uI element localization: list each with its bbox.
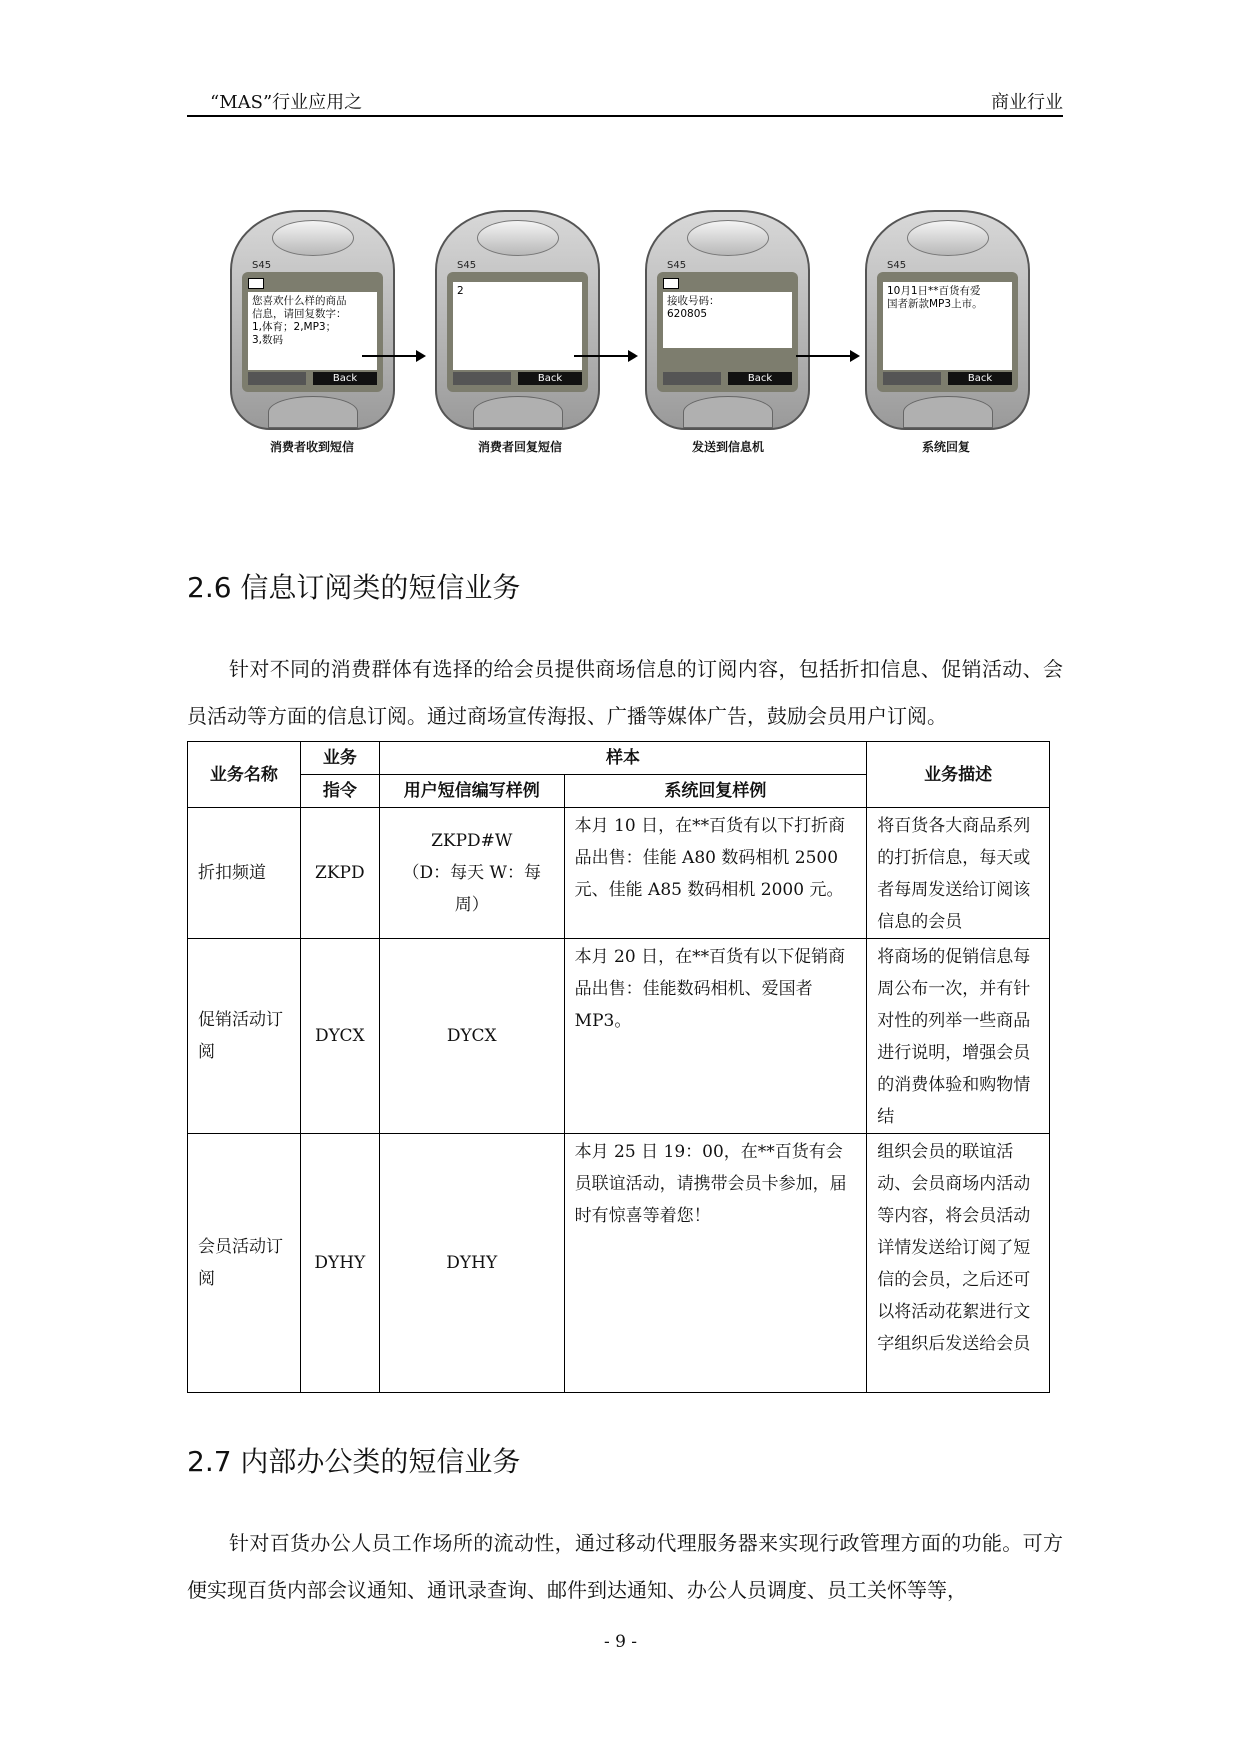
table-row (188, 1134, 1050, 1393)
cell-name: 折扣频道 (188, 808, 301, 939)
cell-user-sample (379, 939, 564, 1134)
header-command-1: 业务 (300, 742, 379, 775)
phone-screen-text: 您喜欢什么样的商品 信息，请回复数字： 1,体育；2,MP3； 3,数码 (248, 292, 377, 370)
cell-description: 将百货各大商品系列的打折信息，每天或者每周发送给订阅该信息的会员 (867, 808, 1050, 939)
phone-screen-text: 2 (453, 282, 582, 370)
softkey-left (248, 372, 306, 385)
earpiece (477, 220, 559, 256)
phone-1 (230, 210, 395, 430)
cell-command: DYHY (300, 1134, 379, 1393)
phone-model: S45 (887, 260, 907, 271)
cell-name: 促销活动订阅 (188, 939, 301, 1134)
keypad (903, 396, 993, 428)
phone-model: S45 (667, 260, 687, 271)
user-sample-line: ZKPD#W (431, 831, 513, 851)
caption-3: 发送到信息机 (691, 440, 764, 454)
header-system-reply: 系统回复样例 (564, 775, 867, 808)
softkey-back: Back (313, 372, 377, 385)
envelope-icon (248, 278, 264, 289)
earpiece (272, 220, 354, 256)
screen-frame (877, 272, 1018, 392)
caption-1: 消费者收到短信 (269, 440, 354, 454)
envelope-icon (663, 278, 679, 289)
softkey-back: Back (518, 372, 582, 385)
cell-system-reply: 本月 20 日，在**百货有以下促销商品出售：佳能数码相机、爱国者 MP3。 (564, 939, 867, 1134)
cell-user-sample (379, 808, 564, 939)
table-row (188, 939, 1050, 1134)
phone-model: S45 (457, 260, 477, 271)
header-left-title: “MAS”行业应用之 (210, 92, 363, 113)
caption-2: 消费者回复短信 (477, 440, 562, 454)
user-sample-line: DYCX (446, 1026, 497, 1046)
cell-description: 组织会员的联谊活动、会员商场内活动等内容，将会员活动详情发送给订阅了短信的会员，之后还可以将活动花絮进行文字组织后发送给会员 (867, 1134, 1050, 1393)
subscription-services-table (187, 741, 1050, 1393)
earpiece (907, 220, 989, 256)
section-2-6-paragraph: 针对不同的消费群体有选择的给会员提供商场信息的订阅内容，包括折扣信息、促销活动、会员活动等方面的信息订阅。通过商场宣传海报、广播等媒体广告，鼓励会员用户订阅。 (187, 657, 1063, 728)
softkey-back: Back (948, 372, 1012, 385)
phone-screen-text: 接收号码： 620805 (663, 292, 792, 348)
screen-frame (657, 272, 798, 392)
earpiece (687, 220, 769, 256)
phone-3 (645, 210, 810, 430)
cell-command: DYCX (300, 939, 379, 1134)
user-sample-note: （D：每天 W：每周） (402, 863, 541, 915)
phone-model: S45 (252, 260, 272, 271)
user-sample-line: DYHY (446, 1253, 498, 1273)
arrow-right-icon (362, 355, 424, 357)
softkey-left (663, 372, 721, 385)
section-title-2-7: 2.7 内部办公类的短信业务 (187, 1445, 521, 1478)
cell-system-reply: 本月 10 日，在**百货有以下打折商品出售：佳能 A80 数码相机 2500 元、佳能 A85 数码相机 2000 元。 (564, 808, 867, 939)
arrow-right-icon (796, 355, 858, 357)
header-description: 业务描述 (867, 742, 1050, 808)
screen-frame (242, 272, 383, 392)
header-command-2: 指令 (300, 775, 379, 808)
section-title-2-6: 2.6 信息订阅类的短信业务 (187, 571, 521, 604)
cell-description: 将商场的促销信息每周公布一次，并有针对性的列举一些商品进行说明，增强会员的消费体验和购物情结 (867, 939, 1050, 1134)
keypad (683, 396, 773, 428)
section-2-7-paragraph: 针对百货办公人员工作场所的流动性，通过移动代理服务器来实现行政管理方面的功能。可方便实现百货内部会议通知、通讯录查询、邮件到达通知、办公人员调度、员工关怀等等， (187, 1531, 1063, 1602)
cell-user-sample (379, 1134, 564, 1393)
phone-4 (865, 210, 1030, 430)
phone-flow-figure (230, 210, 1060, 460)
softkey-left (453, 372, 511, 385)
cell-system-reply: 本月 25 日 19：00，在**百货有会员联谊活动，请携带会员卡参加，届时有惊喜等着您！ (564, 1134, 867, 1393)
table-row (188, 808, 1050, 939)
header-right-title: 商业行业 (991, 92, 1063, 113)
softkey-back: Back (728, 372, 792, 385)
phone-2 (435, 210, 600, 430)
screen-frame (447, 272, 588, 392)
header-sample: 样本 (379, 742, 866, 775)
header-user-sample: 用户短信编写样例 (379, 775, 564, 808)
table-header-row (188, 742, 1050, 775)
header-name: 业务名称 (188, 742, 301, 808)
cell-name: 会员活动订阅 (188, 1134, 301, 1393)
keypad (473, 396, 563, 428)
phone-screen-text: 10月1日**百货有爱 国者新款MP3上市。 (883, 282, 1012, 370)
header-rule (187, 115, 1063, 117)
softkey-left (883, 372, 941, 385)
page-number: - 9 - (603, 1632, 638, 1652)
caption-4: 系统回复 (921, 440, 970, 454)
keypad (268, 396, 358, 428)
cell-command: ZKPD (300, 808, 379, 939)
arrow-right-icon (574, 355, 636, 357)
